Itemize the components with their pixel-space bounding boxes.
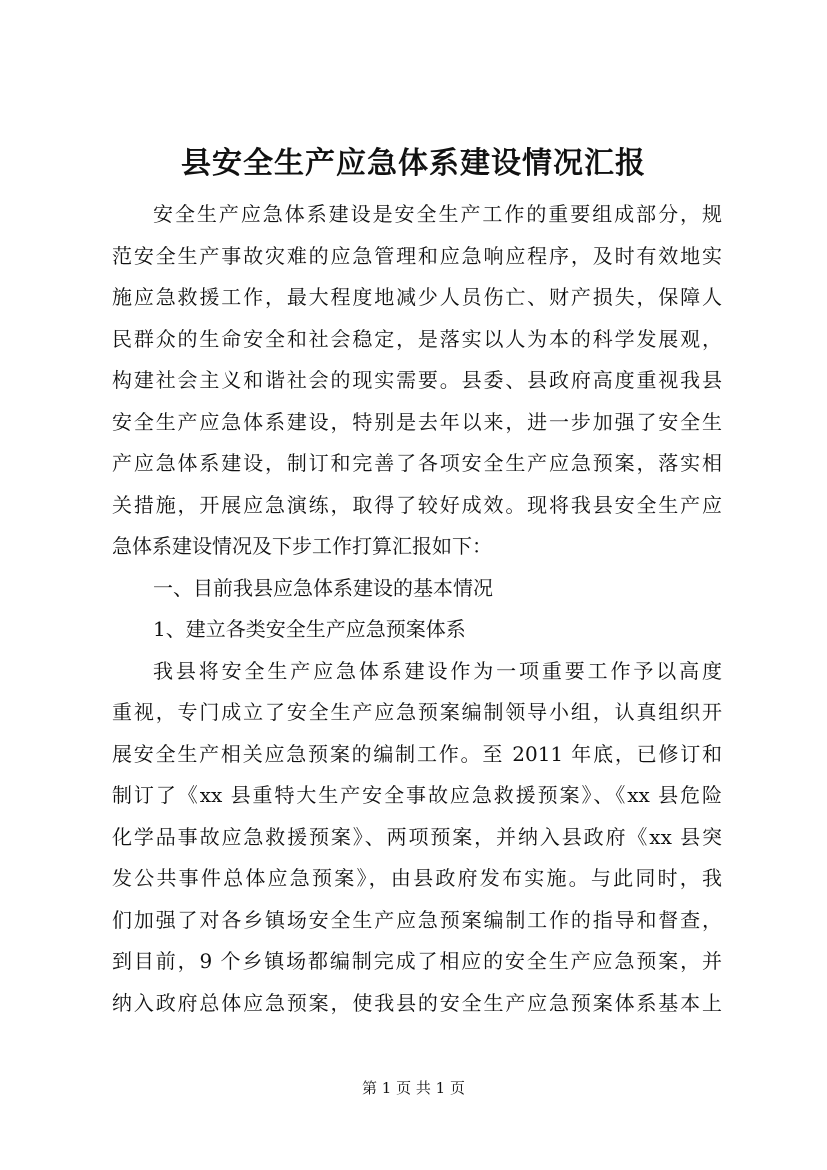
paragraph-line: 民群众的生命安全和社会稳定，是落实以人为本的科学发展观，	[112, 326, 722, 351]
paragraph-line: 我县将安全生产应急体系建设作为一项重要工作予以高度	[153, 658, 722, 683]
document-body	[112, 194, 722, 1024]
paragraph-line: 们加强了对各乡镇场安全生产应急预案编制工作的指导和督查，	[112, 907, 722, 932]
subsection-heading: 1、建立各类安全生产应急预案体系	[153, 617, 466, 641]
paragraph-line: 发公共事件总体应急预案》，由县政府发布实施。与此同时，我	[112, 866, 722, 890]
document-title: 县安全生产应急体系建设情况汇报	[181, 146, 646, 181]
paragraph-line: 展安全生产相关应急预案的编制工作。至 2011 年底，已修订和	[112, 741, 722, 766]
paragraph-line: 到目前，9 个乡镇场都编制完成了相应的安全生产应急预案，并	[112, 949, 722, 973]
section-heading: 一、目前我县应急体系建设的基本情况	[153, 575, 493, 600]
page-footer: 第 1 页 共 1 页	[362, 1079, 465, 1097]
paragraph-line: 构建社会主义和谐社会的现实需要。县委、县政府高度重视我县	[112, 368, 722, 392]
paragraph-line: 化学品事故应急救援预案》、两项预案，并纳入县政府《xx 县突	[112, 824, 722, 849]
paragraph-line: 制订了《xx 县重特大生产安全事故应急救援预案》、《xx 县危险	[112, 783, 722, 807]
paragraph-line: 纳入政府总体应急预案，使我县的安全生产应急预案体系基本上	[112, 990, 722, 1015]
paragraph-line: 施应急救援工作，最大程度地减少人员伤亡、财产损失，保障人	[112, 285, 722, 309]
paragraph-line: 急体系建设情况及下步工作打算汇报如下：	[112, 534, 492, 558]
paragraph-line: 重视，专门成立了安全生产应急预案编制领导小组，认真组织开	[112, 700, 722, 724]
paragraph-line: 安全生产应急体系建设是安全生产工作的重要组成部分，规	[153, 202, 722, 226]
paragraph-line: 关措施，开展应急演练，取得了较好成效。现将我县安全生产应	[112, 492, 722, 517]
paragraph-line: 范安全生产事故灾难的应急管理和应急响应程序，及时有效地实	[112, 243, 722, 268]
paragraph-line: 产应急体系建设，制订和完善了各项安全生产应急预案，落实相	[112, 451, 722, 475]
paragraph-line: 安全生产应急体系建设，特别是去年以来，进一步加强了安全生	[112, 409, 722, 434]
